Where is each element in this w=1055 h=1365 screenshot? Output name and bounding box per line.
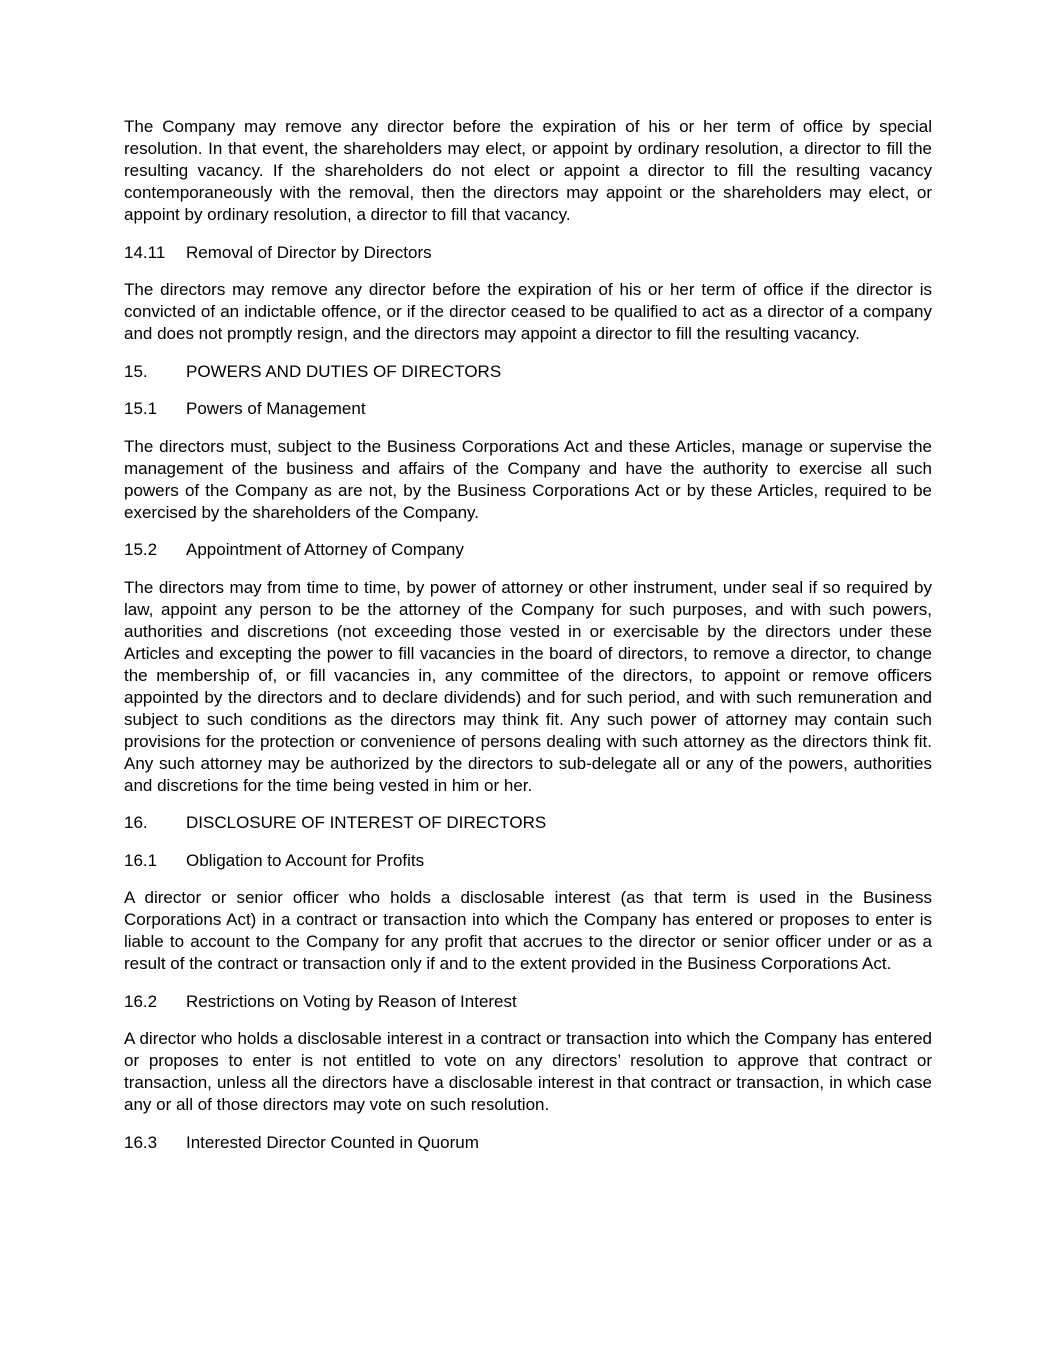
heading-title: Removal of Director by Directors	[186, 242, 432, 262]
section-heading	[124, 242, 932, 264]
section-heading	[124, 850, 932, 872]
body-paragraph: The Company may remove any director before the expiration of his or her term of office by special resolution. In that event, the shareholders may elect, or appoint by ordinary resolution, a director to fill the resulting vacancy. If the shareholders do not elect or appoint a director to fill the resulting vacancy contemporaneously with the removal, then the directors may appoint or the shareholders may elect, or appoint by ordinary resolution, a director to fill that vacancy.	[124, 117, 932, 224]
section-heading	[124, 991, 932, 1013]
section-heading	[124, 539, 932, 561]
heading-title: Appointment of Attorney of Company	[186, 540, 464, 559]
heading-title: Restrictions on Voting by Reason of Interest	[186, 991, 517, 1011]
heading-title: Obligation to Account for Profits	[186, 850, 425, 870]
body-paragraph: The directors may from time to time, by power of attorney or other instrument, under seal if so required by law, appoint any person to be the attorney of the Company for such purposes, and with such powers, authorities and discretions (not exceeding those vested in or exercisable by the directors under these Articles and excepting the power to fill vacancies in the board of directors, to remove a director, to change the membership of, or fill vacancies in, any committee of the directors, to appoint or remove officers appointed by the directors and to declare dividends) and for such period, and with such remuneration and subject to such conditions as the directors may think fit. Any such power of attorney may contain such provisions for the protection or convenience of persons dealing with such attorney as the directors think fit. Any such attorney may be authorized by the directors to sub-delegate all or any of the powers, authorities and discretions for the time being vested in him or her.	[124, 577, 932, 795]
heading-number: 15.2	[124, 540, 158, 559]
heading-number: 14.11	[124, 242, 166, 262]
body-paragraph: The directors must, subject to the Business Corporations Act and these Articles, manage or supervise the management of the business and affairs of the Company and have the authority to exercise all such powers of the Company as are not, by the Business Corporations Act or by these Articles, required to be exercised by the shareholders of the Company.	[124, 436, 932, 522]
heading-number: 15.1	[124, 399, 158, 418]
section-heading	[124, 398, 932, 420]
heading-title: Powers of Management	[186, 399, 366, 418]
body-paragraph: A director or senior officer who holds a disclosable interest (as that term is used in the Business Corporations Act) in a contract or transaction into which the Company has entered or proposes to enter is liable to account to the Company for any profit that accrues to the director or senior officer under or as a result of the contract or transaction only if and to the extent provided in the Business Corporations Act.	[124, 888, 932, 973]
heading-number: 15.	[124, 361, 148, 381]
body-paragraph: The directors may remove any director before the expiration of his or her term of office if the director is convicted of an indictable offence, or if the director ceased to be qualified to act as a director of a company and does not promptly resign, and the directors may appoint a director to fill the resulting vacancy.	[124, 280, 932, 343]
section-heading	[124, 1132, 932, 1154]
heading-title: Interested Director Counted in Quorum	[186, 1132, 479, 1152]
section-heading	[124, 812, 932, 834]
heading-title: DISCLOSURE OF INTEREST OF DIRECTORS	[186, 813, 547, 832]
heading-title: POWERS AND DUTIES OF DIRECTORS	[186, 361, 502, 381]
body-paragraph: A director who holds a disclosable interest in a contract or transaction into which the Company has entered or proposes to enter is not entitled to vote on any directors’ resolution to approve that contract or transaction, unless all the directors have a disclosable interest in that contract or transaction, in which case any or all of those directors may vote on such resolution.	[124, 1029, 932, 1114]
heading-number: 16.2	[124, 991, 158, 1011]
heading-number: 16.	[124, 813, 148, 832]
section-heading	[124, 361, 932, 383]
heading-number: 16.3	[124, 1132, 158, 1152]
heading-number: 16.1	[124, 850, 158, 870]
